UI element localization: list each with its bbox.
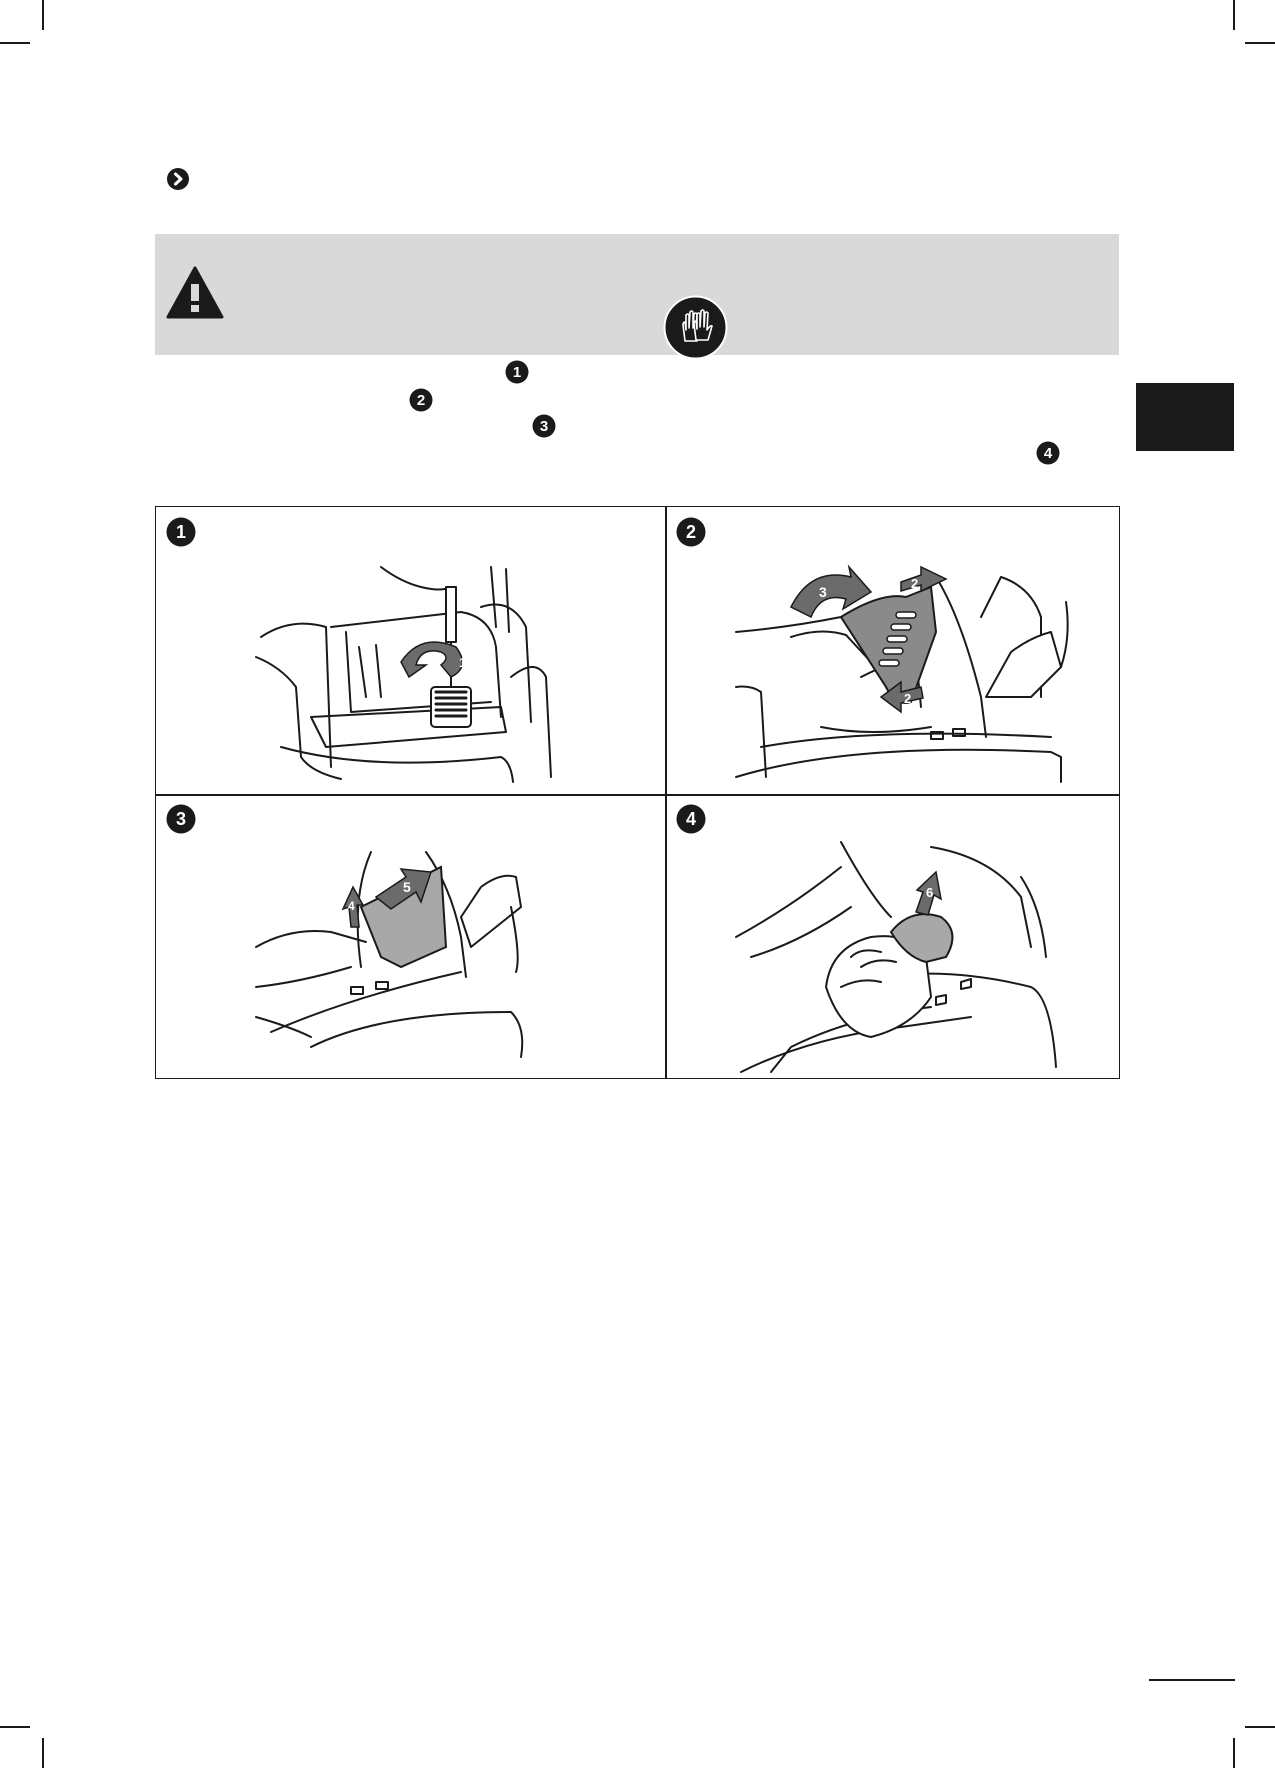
svg-text:1: 1 xyxy=(512,364,522,381)
step-marker-4 xyxy=(1036,441,1060,465)
crop-mark xyxy=(1233,1738,1235,1768)
figure-3-arrow-label-a: 4 xyxy=(348,899,355,913)
warning-triangle-icon xyxy=(166,266,224,320)
svg-text:2: 2 xyxy=(685,522,697,542)
figure-number-1 xyxy=(166,517,196,547)
step-marker-2 xyxy=(409,388,433,412)
svg-text:3: 3 xyxy=(175,809,187,829)
crop-mark xyxy=(0,42,30,44)
footer-rule xyxy=(1149,1679,1235,1681)
svg-text:4: 4 xyxy=(685,809,697,829)
crop-mark xyxy=(1245,42,1275,44)
figure-3-illustration xyxy=(251,847,561,1067)
warning-box xyxy=(155,234,1119,355)
crop-mark xyxy=(42,1738,44,1768)
crop-mark xyxy=(1245,1726,1275,1728)
crop-mark xyxy=(42,0,44,30)
svg-text:3: 3 xyxy=(539,418,549,435)
svg-text:2: 2 xyxy=(416,392,426,409)
figure-1-illustration xyxy=(251,557,561,787)
step-marker-1 xyxy=(505,360,529,384)
svg-text:4: 4 xyxy=(1043,445,1053,462)
language-tab xyxy=(1136,383,1234,451)
figure-2-arrow-label-a: 3 xyxy=(819,584,827,600)
figure-1-arrow-label: 1 xyxy=(459,655,467,670)
svg-text:1: 1 xyxy=(175,522,187,542)
figure-grid xyxy=(155,506,1120,1079)
chevron-right-circle-icon xyxy=(167,168,189,190)
crop-mark xyxy=(1233,0,1235,30)
figure-number-2 xyxy=(676,517,706,547)
figure-number-3 xyxy=(166,804,196,834)
figure-2-arrow-label-c: 2 xyxy=(904,691,912,706)
figure-2-arrow-label-b: 2 xyxy=(911,576,919,591)
figure-4-arrow-label: 6 xyxy=(926,885,934,900)
protective-gloves-icon xyxy=(663,295,728,360)
figure-3-arrow-label-b: 5 xyxy=(403,879,411,895)
figure-number-4 xyxy=(676,804,706,834)
figure-4-illustration xyxy=(731,837,1091,1077)
step-marker-3 xyxy=(532,414,556,438)
figure-2-illustration xyxy=(731,557,1091,787)
crop-mark xyxy=(0,1726,30,1728)
